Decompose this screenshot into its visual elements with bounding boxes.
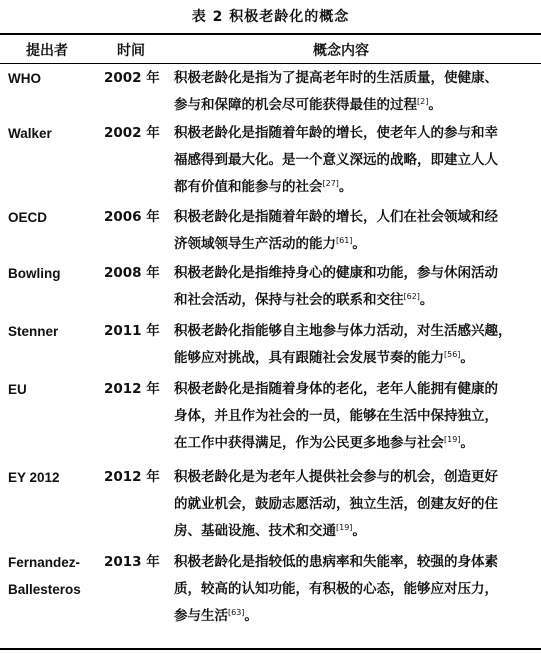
year-cell: 2013 年 xyxy=(104,554,160,570)
content-text: 在工作中获得满足，作为公民更多地参与社会 xyxy=(174,435,444,451)
content-text: 济领域领导生产活动的能力 xyxy=(174,236,336,252)
content-line xyxy=(174,147,536,174)
content-cell xyxy=(174,204,536,258)
year-cell: 2002 年 xyxy=(104,70,160,86)
proposer-text: Bowling xyxy=(8,266,61,281)
content-cell xyxy=(174,65,536,119)
header-time: 时间 xyxy=(117,43,145,59)
content-text: 积极老龄化是为老年人提供社会参与的机会，创造更好 xyxy=(174,469,498,485)
year-cell: 2012 年 xyxy=(104,469,160,485)
content-line xyxy=(174,464,536,491)
content-text: 积极老龄化是指维持身心的健康和功能，参与休闲活动 xyxy=(174,265,498,281)
citation-ref: [63] xyxy=(228,608,245,617)
content-text: 参与生活 xyxy=(174,608,228,624)
citation-ref: [56] xyxy=(444,350,461,359)
citation-ref: [62] xyxy=(403,292,420,301)
content-cell xyxy=(174,318,536,372)
proposer-text: Walker xyxy=(8,126,52,141)
content-line xyxy=(174,65,536,92)
content-line xyxy=(174,491,536,518)
proposer-cell xyxy=(8,464,100,491)
proposer-text: Stenner xyxy=(8,324,59,339)
citation-ref: [61] xyxy=(336,236,353,245)
year-cell: 2012 年 xyxy=(104,381,160,397)
content-line xyxy=(174,204,536,231)
header-content: 概念内容 xyxy=(313,43,369,59)
table-caption: 表 2 积极老龄化的概念 xyxy=(191,9,350,25)
header-proposer: 提出者 xyxy=(26,43,68,59)
citation-ref: [19] xyxy=(336,523,353,532)
content-text: 积极老龄化是指为了提高老年时的生活质量，使健康、 xyxy=(174,70,498,86)
content-tail: 。 xyxy=(428,97,442,113)
content-line xyxy=(174,174,536,201)
proposer-text: Ballesteros xyxy=(8,582,81,597)
content-text: 参与和保障的机会尽可能获得最佳的过程 xyxy=(174,97,417,113)
proposer-text: EU xyxy=(8,382,27,397)
content-text: 的就业机会，鼓励志愿活动，独立生活，创建友好的住 xyxy=(174,496,498,512)
content-tail: 。 xyxy=(460,350,474,366)
content-line xyxy=(174,318,536,345)
year-cell: 2011 年 xyxy=(104,323,160,339)
proposer-cell xyxy=(8,376,100,403)
citation-ref: [19] xyxy=(444,435,461,444)
content-cell xyxy=(174,120,536,201)
content-line xyxy=(174,403,536,430)
proposer-cell xyxy=(8,65,100,92)
content-line xyxy=(174,603,536,630)
top-rule xyxy=(0,33,541,35)
content-line xyxy=(174,260,536,287)
year-cell: 2002 年 xyxy=(104,125,160,141)
content-line xyxy=(174,430,536,457)
content-text: 积极老龄化是指随着年龄的增长，人们在社会领域和经 xyxy=(174,209,498,225)
content-line xyxy=(174,92,536,119)
proposer-cell xyxy=(8,204,100,231)
content-tail: 。 xyxy=(419,292,434,308)
content-text: 积极老龄化是指随着年龄的增长，使老年人的参与和幸 xyxy=(174,125,498,141)
citation-ref: [2] xyxy=(417,97,429,106)
content-tail: 。 xyxy=(338,179,353,195)
content-text: 能够应对挑战，具有跟随社会发展节奏的能力 xyxy=(174,350,444,366)
content-line xyxy=(174,287,536,314)
proposer-cell xyxy=(8,549,100,603)
content-line xyxy=(174,576,536,603)
content-line xyxy=(174,345,536,372)
citation-ref: [27] xyxy=(322,179,339,188)
content-line xyxy=(174,549,536,576)
proposer-text: Fernandez- xyxy=(8,555,81,570)
content-text: 都有价值和能参与的社会 xyxy=(174,179,323,195)
content-text: 质，较高的认知功能，有积极的心态，能够应对压力， xyxy=(174,581,498,597)
content-text: 积极老龄化是指随着身体的老化，老年人能拥有健康的 xyxy=(174,381,498,397)
content-tail: 。 xyxy=(352,523,366,539)
proposer-cell xyxy=(8,120,100,147)
proposer-text: OECD xyxy=(8,210,48,225)
content-line xyxy=(174,120,536,147)
content-text: 身体，并且作为社会的一员，能够在生活中保持独立， xyxy=(174,408,498,424)
content-cell xyxy=(174,376,536,457)
content-text: 房、基础设施、技术和交通 xyxy=(174,523,336,539)
content-text: 福感得到最大化。是一个意义深远的战略，即建立人人 xyxy=(174,152,498,168)
year-cell: 2008 年 xyxy=(104,265,160,281)
content-cell xyxy=(174,260,536,314)
content-tail: 。 xyxy=(244,608,258,624)
proposer-cell xyxy=(8,318,100,345)
content-text: 积极老龄化指能够自主地参与体力活动，对生活感兴趣， xyxy=(174,323,512,339)
year-cell: 2006 年 xyxy=(104,209,160,225)
content-line xyxy=(174,376,536,403)
content-tail: 。 xyxy=(352,236,366,252)
content-text: 和社会活动，保持与社会的联系和交往 xyxy=(174,292,404,308)
header-rule xyxy=(0,63,541,64)
content-line xyxy=(174,518,536,545)
content-line xyxy=(174,231,536,258)
content-cell xyxy=(174,464,536,545)
proposer-text: WHO xyxy=(8,71,41,86)
proposer-text: EY 2012 xyxy=(8,470,60,485)
content-tail: 。 xyxy=(460,435,474,451)
content-cell xyxy=(174,549,536,630)
bottom-rule xyxy=(0,648,541,650)
proposer-cell xyxy=(8,260,100,287)
content-text: 积极老龄化是指较低的患病率和失能率，较强的身体素 xyxy=(174,554,498,570)
